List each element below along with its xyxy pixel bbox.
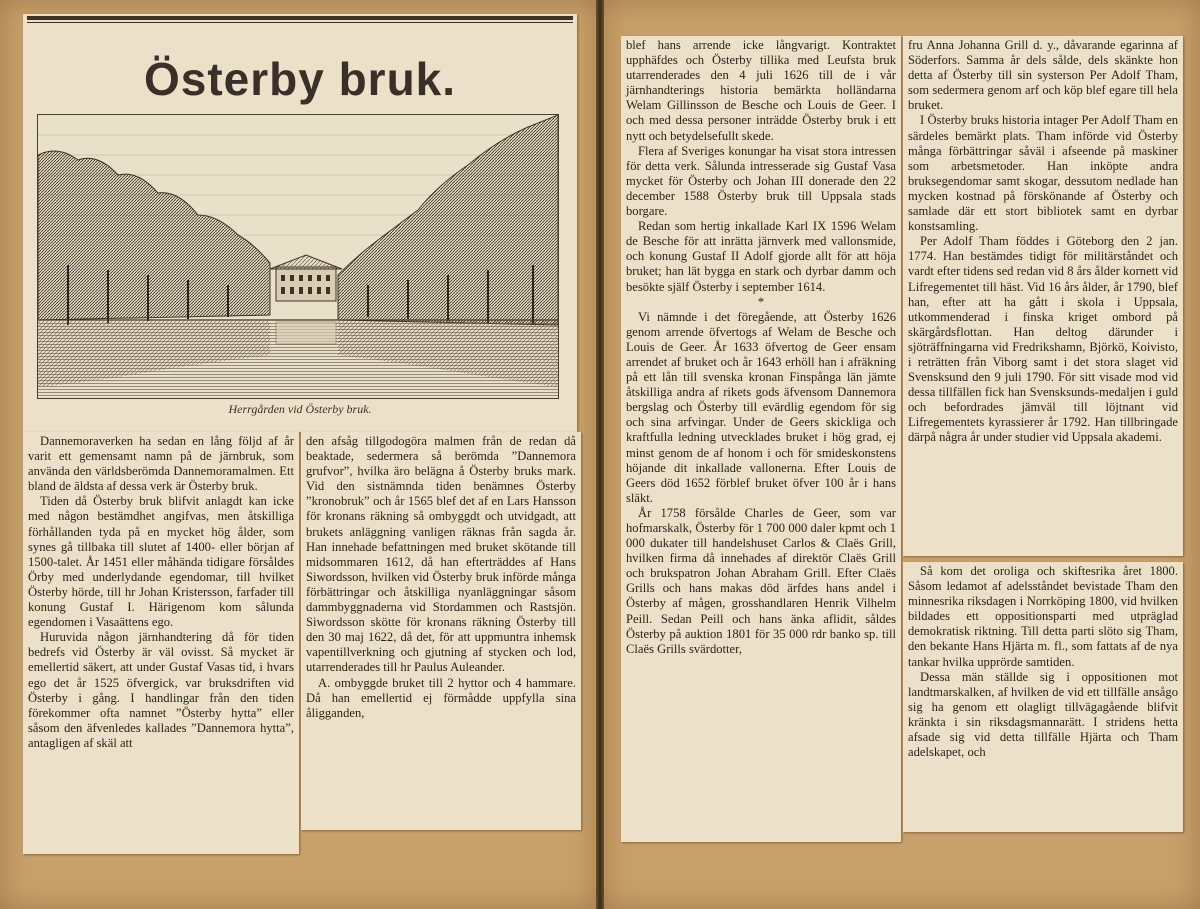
article-headline: Österby bruk. <box>143 53 457 105</box>
col3-paragraph-4: Vi nämnde i det föregående, att Österby 1626 genom arrende öfvertogs af Welam de Besche och Louis de Geer. År 1633 öfvertog de Geer ensam arrendet af bruket och år 1643 erhöll han i afräkning på ett lån till svenska kronan Finspånga län jämte åtskilliga andra af rikets gods äfvensom Dannemora bergslag och Österby till evärdlig egendom för sig och sina arfvingar. Under de Geers skickliga och kraftfulla ledning utvecklades bruket i hög grad, ej minst genom de af honom i och för smideskonstens höjande dit inkallade vallonerna. Efter Louis de Geers död 1652 förblef bruket öfver 100 år i hans släkt. <box>626 309 896 505</box>
manor-engraving-illustration <box>38 115 558 398</box>
col3-paragraph-3: Redan som hertig inkallade Karl IX 1596 Welam de Besche för att inrätta järnverk med vallonsmide, och konung Gustaf II Adolf gjorde allt för att höja bruket; han lät bygga en stark och dyrbar damm och besökte själf Österby i september 1614. <box>626 219 896 294</box>
col3-paragraph-1: blef hans arrende icke långvarigt. Kontraktet upphäfdes och Österby tillika med Leufsta bruk utarrenderades den 4 juli 1626 till de i vår järnhandterings historia bemärkta holländarna Welam Gillinsson de Besche och Louis de Geer. I och med dessa personer inträdde Österby bruk i ett nytt och betydelsefullt skede. <box>626 38 896 143</box>
header-rule <box>27 16 573 20</box>
section-divider-star: * <box>757 294 765 309</box>
column-4a-clipping <box>903 36 1183 556</box>
col1-paragraph-1: Dannemoraverken ha sedan en lång följd af år varit ett gemensamt namn på de järnbruk, som använda den världsberömda Dannemoramalmen. Ett bland de äldsta af dessa verk är Österby bruk. <box>28 434 294 494</box>
header-rule-thin <box>27 22 573 23</box>
col2-paragraph-1: den afsåg tillgodogöra malmen från de redan då beaktade, sedermera så berömda ”Dannemora grufvor”, hvilka äro belägna å Österby bruks mark. Vid den sistnämnda tiden benämnes Österby ”kronobruk” och år 1565 blef det af en Lars Hansson för kronans räkning så ombyggdt och utvidgadt, att brukets anläggning vanligen räknas från sagda år. Han innehade befattningen med bruket skötande till midsommaren 1612, då han efterträddes af Hans Siwordsson, hvilken vid Österby bruk införde många förbättringar och åtskilliga nyanläggningar såsom dammbyggnaderna vid Stordammen och Rastsjön. Siwordsson skötte för kronans räkning Österby till den 30 maj 1622, då det, för att uppmuntra inhemsk vapentillverkning och gjutning af stycken och lod, utarrenderades till hr Paulus Auleander. <box>306 434 576 675</box>
column-2-clipping <box>301 432 581 830</box>
column-4b-clipping <box>903 562 1183 832</box>
book-spine <box>596 0 604 909</box>
image-caption: Herrgården vid Österby bruk. <box>228 402 372 416</box>
col1-paragraph-3: Huruvida någon järnhandtering då för tiden bedrefs vid Österby är väl ovisst. Så mycket är emellertid säkert, att under Gustaf Vasas tid, i hvars ego det år 1525 öfvergick, var bruksdriften vid Österby i gång. I handlingar från den tiden förekommer ofta namnet ”Österby hytta” eller såsom den äfvenledes kallades ”Dannemora hytta”, antagligen af skäl att <box>28 630 294 750</box>
col4a-paragraph-3: Per Adolf Tham föddes i Göteborg den 2 jan. 1774. Han bestämdes tidigt för militärståndet och vardt efter tidens sed redan vid 8 års ålder kornett vid Lifregementet till häst. Vid 16 års ålder, år 1790, blef han, efter att ha gått i skola i Uppsala, utkommenderad i finska kriget ombord på skärgårdsflottan. Han deltog därunder i sjöträffningarna vid Fredrikshamn, Björkö, Koivisto, i reträtten från Viborg samt i det stora slaget vid Svensksund den 9 juli 1790. För sitt visade mod vid dessa tillfällen fick han Svensksunds-medaljen i guld och befordrades jämväl till löjtnant vid Lifregementets kyrassierer år 1792. Han tillbringade därpå några år under studier vid Uppsala akademi. <box>908 234 1178 445</box>
headline-clipping <box>23 14 577 432</box>
col4b-paragraph-1: Så kom det oroliga och skiftesrika året 1800. Såsom ledamot af adelsståndet bevistade Tham den minnesrika riksdagen i Norrköping 1800, vid hvilken bildades ett oppositionsparti med utpräglad demokratisk riktning. Till detta parti slöto sig Tham, den bekante Hans Hjärta m. fl., som fattats af de nya tankar hvilka upprörde samtiden. <box>908 564 1178 669</box>
col3-paragraph-5: År 1758 försålde Charles de Geer, som var hofmarskalk, Österby för 1 700 000 daler kpmt och 1 000 dukater till handelshuset Carlos & Claës Grill, hvilken firma då innehades af direktör Claës Grill och brukspatron Johan Abraham Grill. Efter Claës Grills och hans makas död ärfdes hans andel i Österby af mågen, grosshandlaren Henrik Vilhelm Peill. Sedan Peill och hans änka aflidit, såldes Österby på auktion 1801 för 35 000 rdr banko sp. till Claës Grills svärdotter, <box>626 505 896 656</box>
col4b-paragraph-2: Dessa män ställde sig i oppositionen mot landtmarskalken, af hvilken de vid ett tillfälle ansågo sig ha genom ett olagligt tillvägagående blifvit kränkta i sin riksdagsmannarätt. I stridens hetta afsade sig vid detta tillfälle Hjärta och Tham adelskapet, och <box>908 669 1178 760</box>
col4a-paragraph-2: I Österby bruks historia intager Per Adolf Tham en särdeles bemärkt plats. Tham införde vid Österby många förbättringar såväl i afseende på maskiner som arbetsmetoder. Han inköpte andra bruksegendomar samt skogar, dessutom nedlade han mycken kostnad på förskönande af Österby och samlade där ett stort bibliotek samt en dyrbar konstsamling. <box>908 113 1178 234</box>
manor-engraving <box>37 114 559 399</box>
col1-paragraph-2: Tiden då Österby bruk blifvit anlagdt kan icke med någon bestämdhet angifvas, men åtskilliga förhållanden tyda på en mycket hög ålder, som synes gå tillbaka till slutet af 1400- eller början af 1500-talet. År 1451 eller måhända tidigare försåldes Örby med underlydande egendomar, till hvilket Österby hörde, till hr Johan Kristersson, farfader till konung Gustaf I. Härigenom kom sålunda egendomen i Vasaättens ego. <box>28 494 294 630</box>
column-1-clipping <box>23 432 299 854</box>
column-3-clipping <box>621 36 901 842</box>
col4a-paragraph-1: fru Anna Johanna Grill d. y., dåvarande egarinna af Söderfors. Samma år dels sålde, dels skänkte hon detta af Österby till sin systerson Per Adolf Tham, som sedermera genom arf och köp blef egare till hela bruket. <box>908 38 1178 113</box>
col2-paragraph-2: A. ombyggde bruket till 2 hyttor och 4 hammare. Då han emellertid ej förmådde uppfylla sina åligganden, <box>306 675 576 720</box>
col3-paragraph-2: Flera af Sveriges konungar ha visat stora intressen för detta verk. Sålunda intresserade sig Gustaf Vasa mycket för Österby och Johan III donerade den 22 december 1588 Österby bruk till Uppsala stads borgare. <box>626 143 896 219</box>
